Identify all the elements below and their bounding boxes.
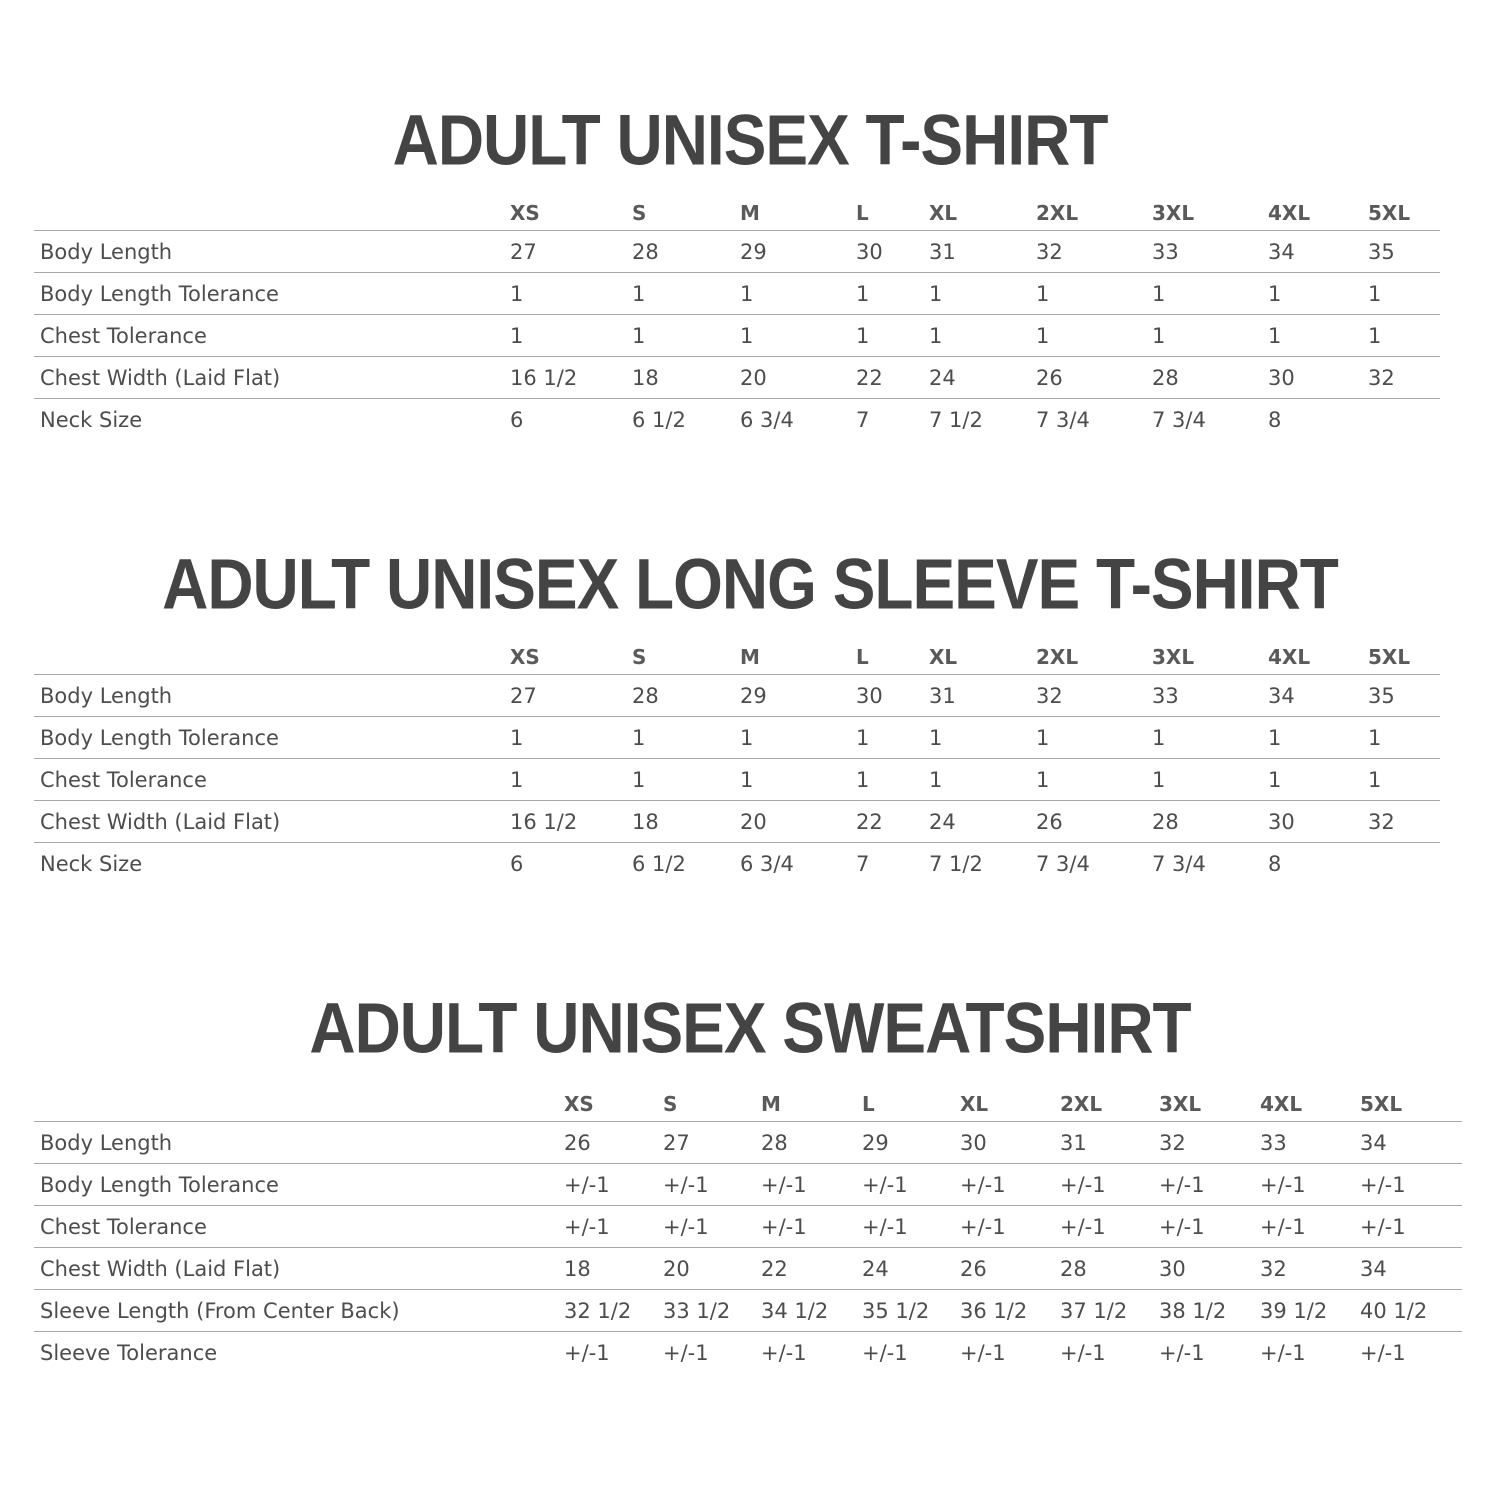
row-label: Chest Tolerance [34, 759, 510, 801]
header-blank [34, 640, 510, 675]
size-header-2xl: 2XL [1060, 1087, 1159, 1122]
table-cell: +/-1 [960, 1206, 1060, 1248]
table-cell: 8 [1268, 407, 1282, 432]
size-header-xl: XL [929, 640, 1036, 675]
table-cell: 6 3/4 [740, 407, 794, 432]
table-cell: 7 [856, 407, 870, 432]
table-cell: 27 [510, 675, 632, 717]
table-cell [1368, 843, 1440, 885]
table-cell: +/-1 [663, 1206, 761, 1248]
table-cell: 40 1/2 [1360, 1290, 1462, 1332]
tshirt-size-table [34, 196, 1440, 440]
table-cell: 18 [632, 801, 740, 843]
table-row [34, 843, 1440, 885]
size-header-2xl: 2XL [1036, 196, 1152, 231]
size-header-m: M [761, 1087, 862, 1122]
size-header-5xl: 5XL [1368, 196, 1440, 231]
table-cell: 24 [929, 357, 1036, 399]
table-cell: 24 [862, 1248, 960, 1290]
table-cell: +/-1 [862, 1164, 960, 1206]
table-cell: +/-1 [1060, 1340, 1106, 1365]
table-cell: 26 [564, 1122, 663, 1164]
size-header-3xl: 3XL [1152, 640, 1268, 675]
table-cell: +/-1 [761, 1206, 862, 1248]
table-cell: +/-1 [564, 1206, 663, 1248]
table-cell: 33 [1260, 1122, 1360, 1164]
table-cell: 34 [1268, 231, 1368, 273]
table-cell: 1 [510, 273, 632, 315]
tshirt-title: ADULT UNISEX T-SHIRT [392, 99, 1108, 181]
table-cell: 30 [1159, 1248, 1260, 1290]
size-header-4xl: 4XL [1268, 196, 1368, 231]
table-cell: 30 [1268, 801, 1368, 843]
table-cell: 36 1/2 [960, 1290, 1060, 1332]
table-cell: +/-1 [1260, 1164, 1360, 1206]
size-header-l: L [856, 640, 929, 675]
size-header-s: S [632, 640, 740, 675]
table-cell: 1 [1268, 759, 1368, 801]
table-cell: 7 3/4 [1152, 407, 1206, 432]
table-cell: 8 [1268, 851, 1282, 876]
table-cell: 1 [1152, 759, 1268, 801]
table-cell: 28 [761, 1122, 862, 1164]
table-cell: 1 [510, 759, 632, 801]
header-row [34, 1087, 1462, 1122]
table-cell: 1 [1152, 315, 1268, 357]
table-cell: 7 3/4 [1152, 851, 1206, 876]
table-cell: 39 1/2 [1260, 1290, 1360, 1332]
row-label: Body Length Tolerance [34, 1164, 564, 1206]
size-header-xl: XL [960, 1087, 1060, 1122]
table-cell: 7 3/4 [1036, 407, 1090, 432]
row-label: Neck Size [40, 407, 143, 432]
table-cell: 1 [1036, 759, 1152, 801]
table-cell: 28 [1152, 801, 1268, 843]
row-label: Chest Width (Laid Flat) [34, 1248, 564, 1290]
row-label: Body Length Tolerance [34, 717, 510, 759]
table-cell: 31 [1060, 1122, 1159, 1164]
table-row [34, 717, 1440, 759]
table-cell: 16 1/2 [510, 801, 632, 843]
size-header-xs: XS [564, 1087, 663, 1122]
table-cell: +/-1 [862, 1340, 908, 1365]
table-row [34, 801, 1440, 843]
table-cell: 1 [929, 759, 1036, 801]
table-cell: 7 1/2 [929, 851, 983, 876]
size-header-5xl: 5XL [1368, 640, 1440, 675]
size-header-m: M [740, 196, 856, 231]
table-cell: 1 [510, 717, 632, 759]
table-cell: 1 [929, 315, 1036, 357]
table-cell: 1 [740, 273, 856, 315]
table-cell: 28 [632, 675, 740, 717]
table-cell: 6 [510, 851, 524, 876]
header-row [34, 196, 1440, 231]
table-cell: +/-1 [1060, 1164, 1159, 1206]
table-cell: 20 [740, 801, 856, 843]
table-cell: 31 [929, 231, 1036, 273]
size-header-5xl: 5XL [1360, 1087, 1462, 1122]
header-blank [34, 1087, 564, 1122]
table-cell: 31 [929, 675, 1036, 717]
table-cell: 1 [856, 315, 929, 357]
table-row [34, 1206, 1462, 1248]
table-cell: 30 [856, 675, 929, 717]
table-row [34, 231, 1440, 273]
table-cell: 30 [856, 231, 929, 273]
table-cell: 34 1/2 [761, 1290, 862, 1332]
table-cell: +/-1 [960, 1340, 1006, 1365]
table-cell: 22 [856, 801, 929, 843]
table-cell: 1 [856, 759, 929, 801]
table-cell: 18 [564, 1248, 663, 1290]
table-cell: 1 [929, 273, 1036, 315]
row-label: Neck Size [40, 851, 143, 876]
table-cell: +/-1 [564, 1340, 610, 1365]
table-row [34, 357, 1440, 399]
table-cell: 22 [856, 357, 929, 399]
size-header-l: L [856, 196, 929, 231]
table-cell: 1 [1036, 273, 1152, 315]
table-cell: 32 [1368, 801, 1440, 843]
table-row [34, 1290, 1462, 1332]
table-cell: +/-1 [761, 1164, 862, 1206]
table-cell: 6 1/2 [632, 407, 686, 432]
table-row [34, 1122, 1462, 1164]
table-cell: +/-1 [1360, 1206, 1462, 1248]
size-header-2xl: 2XL [1036, 640, 1152, 675]
table-cell: +/-1 [1159, 1206, 1260, 1248]
table-cell: 1 [1152, 273, 1268, 315]
table-cell: 33 1/2 [663, 1290, 761, 1332]
header-row [34, 640, 1440, 675]
size-header-xl: XL [929, 196, 1036, 231]
table-cell: 1 [1368, 273, 1440, 315]
table-cell: 16 1/2 [510, 357, 632, 399]
table-cell: 35 [1368, 231, 1440, 273]
size-header-3xl: 3XL [1152, 196, 1268, 231]
row-label: Body Length Tolerance [34, 273, 510, 315]
table-cell: 1 [1268, 273, 1368, 315]
table-cell: 32 [1159, 1122, 1260, 1164]
table-cell: 33 [1152, 231, 1268, 273]
row-label: Sleeve Length (From Center Back) [34, 1290, 564, 1332]
longsleeve-size-table [34, 640, 1440, 884]
sweatshirt-title: ADULT UNISEX SWEATSHIRT [309, 987, 1191, 1069]
table-cell: +/-1 [960, 1164, 1060, 1206]
table-cell: 35 [1368, 675, 1440, 717]
table-row [34, 273, 1440, 315]
table-cell: 1 [632, 717, 740, 759]
table-row [34, 675, 1440, 717]
table-cell: 6 3/4 [740, 851, 794, 876]
table-cell: 28 [632, 231, 740, 273]
table-cell: 37 1/2 [1060, 1290, 1159, 1332]
table-cell: 29 [740, 231, 856, 273]
table-cell: 26 [960, 1248, 1060, 1290]
table-cell: 1 [632, 273, 740, 315]
table-cell: 1 [856, 273, 929, 315]
table-cell: 27 [663, 1122, 761, 1164]
table-cell: 1 [740, 315, 856, 357]
table-cell: 1 [740, 759, 856, 801]
row-label: Sleeve Tolerance [40, 1340, 218, 1365]
table-cell: 20 [740, 357, 856, 399]
table-cell: 32 1/2 [564, 1290, 663, 1332]
table-cell: 28 [1152, 357, 1268, 399]
table-row [34, 1164, 1462, 1206]
table-cell: 34 [1360, 1248, 1462, 1290]
table-cell: 38 1/2 [1159, 1290, 1260, 1332]
table-cell: 32 [1036, 675, 1152, 717]
table-cell: 1 [929, 717, 1036, 759]
size-header-xs: XS [510, 640, 632, 675]
table-cell: 7 3/4 [1036, 851, 1090, 876]
size-header-4xl: 4XL [1268, 640, 1368, 675]
table-cell: 29 [740, 675, 856, 717]
table-row [34, 1248, 1462, 1290]
size-header-s: S [663, 1087, 761, 1122]
table-row [34, 1332, 1462, 1374]
table-cell: 1 [510, 315, 632, 357]
table-cell: 29 [862, 1122, 960, 1164]
table-cell: +/-1 [663, 1340, 709, 1365]
size-header-4xl: 4XL [1260, 1087, 1360, 1122]
table-cell: +/-1 [862, 1206, 960, 1248]
table-cell: +/-1 [1360, 1164, 1462, 1206]
sweatshirt-size-table [34, 1087, 1462, 1373]
table-cell: 18 [632, 357, 740, 399]
table-row [34, 759, 1440, 801]
table-cell: 1 [1368, 759, 1440, 801]
table-cell: 32 [1260, 1248, 1360, 1290]
table-cell: 32 [1368, 357, 1440, 399]
row-label: Body Length [34, 231, 510, 273]
row-label: Body Length [34, 1122, 564, 1164]
table-row [34, 315, 1440, 357]
table-cell: 1 [1036, 717, 1152, 759]
row-label: Chest Tolerance [34, 315, 510, 357]
table-cell: 30 [1268, 357, 1368, 399]
size-header-s: S [632, 196, 740, 231]
row-label: Chest Width (Laid Flat) [34, 801, 510, 843]
table-cell: +/-1 [1060, 1206, 1159, 1248]
table-cell: 1 [1368, 717, 1440, 759]
size-header-3xl: 3XL [1159, 1087, 1260, 1122]
table-cell: +/-1 [663, 1164, 761, 1206]
table-cell: 6 [510, 407, 524, 432]
table-cell: +/-1 [1360, 1340, 1406, 1365]
table-cell: 28 [1060, 1248, 1159, 1290]
table-cell: 22 [761, 1248, 862, 1290]
table-cell: 7 [856, 851, 870, 876]
table-cell: 1 [1268, 717, 1368, 759]
table-cell: 32 [1036, 231, 1152, 273]
table-cell: 6 1/2 [632, 851, 686, 876]
table-row [34, 399, 1440, 441]
row-label: Body Length [34, 675, 510, 717]
table-cell: 35 1/2 [862, 1290, 960, 1332]
table-cell: 1 [1036, 315, 1152, 357]
table-cell: 33 [1152, 675, 1268, 717]
table-cell: 26 [1036, 357, 1152, 399]
row-label: Chest Width (Laid Flat) [34, 357, 510, 399]
table-cell: +/-1 [1159, 1340, 1205, 1365]
longsleeve-title: ADULT UNISEX LONG SLEEVE T-SHIRT [162, 543, 1338, 625]
table-cell: +/-1 [1159, 1164, 1260, 1206]
table-cell: 1 [1152, 717, 1268, 759]
table-cell: 1 [856, 717, 929, 759]
table-cell: 34 [1360, 1122, 1462, 1164]
row-label: Chest Tolerance [34, 1206, 564, 1248]
size-header-l: L [862, 1087, 960, 1122]
table-cell: 24 [929, 801, 1036, 843]
size-header-m: M [740, 640, 856, 675]
table-cell [1368, 399, 1440, 441]
table-cell: +/-1 [1260, 1340, 1306, 1365]
size-header-xs: XS [510, 196, 632, 231]
table-cell: 27 [510, 231, 632, 273]
header-blank [34, 196, 510, 231]
table-cell: 26 [1036, 801, 1152, 843]
table-cell: +/-1 [1260, 1206, 1360, 1248]
table-cell: 1 [740, 717, 856, 759]
table-cell: 20 [663, 1248, 761, 1290]
table-cell: +/-1 [761, 1340, 807, 1365]
table-cell: +/-1 [564, 1164, 663, 1206]
table-cell: 1 [1268, 315, 1368, 357]
table-cell: 1 [632, 759, 740, 801]
table-cell: 34 [1268, 675, 1368, 717]
table-cell: 7 1/2 [929, 407, 983, 432]
table-cell: 1 [632, 315, 740, 357]
table-cell: 1 [1368, 315, 1440, 357]
table-cell: 30 [960, 1122, 1060, 1164]
